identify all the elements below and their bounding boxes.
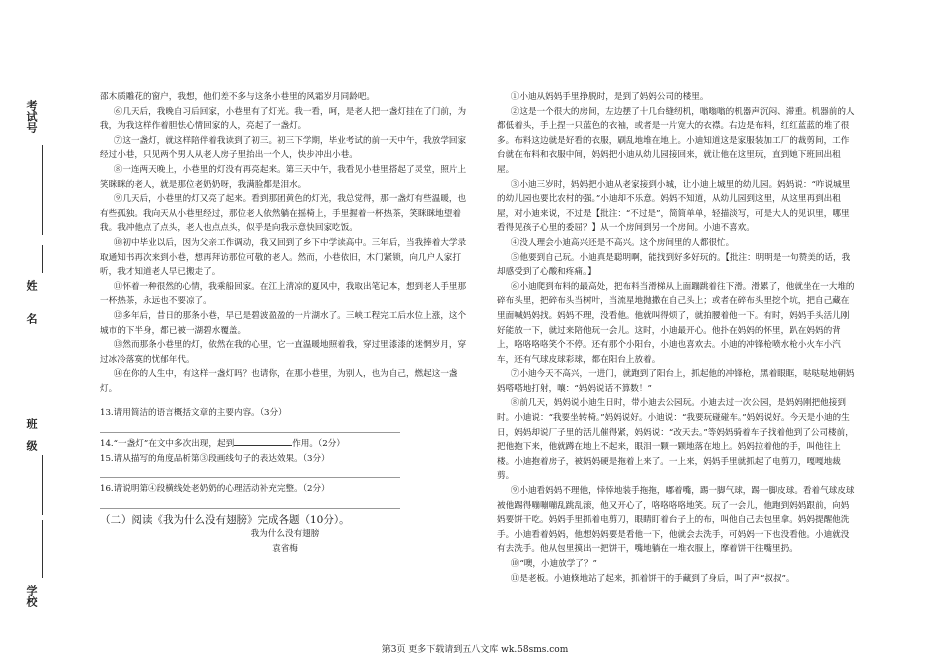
paragraph: ④没人理会小迪高兴还是不高兴。这个房间里的人都很忙。 <box>510 237 735 248</box>
question-14-text-b: 作用。（2分） <box>292 439 345 450</box>
class-line <box>42 455 43 515</box>
name-label: 姓 名 <box>25 280 38 324</box>
answer-line[interactable] <box>100 497 400 509</box>
question-16: 16.请说明第④段横线处老奶奶的心理活动补充完整。（2分） <box>100 484 330 495</box>
paragraph: ⑨几天后，小巷里的灯又亮了起来。看到那团黄色的灯光，我总觉得，那一盏灯有些温暖，也有些孤独。我向天从小巷里经过，那位老人依然躺在摇椅上，手里握着一杯热茶，笑眯眯地望着我。我冲他点了点头，老人也点点头，似乎是向我示意快回家吃饭。 <box>100 194 467 234</box>
paragraph: ⑦小迪今天不高兴，一进门，就跑到了阳台上，抓起他的冲锋枪，黑着眼眶，哒哒哒地朝妈妈嗒嗒地打射，嚷：“妈妈说话不算数！” <box>497 369 855 394</box>
answer-line[interactable] <box>100 466 400 478</box>
right-column <box>497 90 857 586</box>
question-15: 15.请从描写的角度品析第③段画线句子的表达效果。（3分） <box>100 453 330 464</box>
paragraph: ⑬然而那条小巷里的灯，依然在我的心里，它一直温暖地照着我，穿过里漆漆的迷惘岁月，穿过冰冷落寞的忧郁年代。 <box>100 340 467 365</box>
binding-margin <box>0 0 75 670</box>
paragraph: ⑦这一盏灯，就这样陪伴着我读到了初三。初三下学期，毕业考试的前一天中午，我放学回家经过小巷，只见两个男人从老人房子里抬出一个人，快步冲出小巷。 <box>100 135 467 161</box>
paragraph: ⑨小迪看妈妈不理他，悻悻地装手拖拖，嘟着嘴，踢一脚气球，踢一脚皮球。看着气球皮球被他踢得嘣嘣嘣乱跳乱滚，他又开心了，咯咯咯咯地笑。玩了一会儿，他跑到妈妈跟前，向妈妈要饼干吃。妈妈手里抓着电剪刀，眼睛盯着台子上的布，叫他自己去包里拿。妈妈提醒他洗手。小迪看着妈妈，他想妈妈要是看他一下，他就会去洗手，可妈妈一下也没看他。小迪就没有去洗手。他从包里摸出一把饼干，嘴地躺在一堆衣服上，摩着饼干往嘴里扔。 <box>497 486 855 555</box>
school-line <box>42 520 43 578</box>
answer-blank[interactable] <box>234 437 292 446</box>
question-14-text-a: 14.“一盏灯”在文中多次出现，起到 <box>100 439 235 450</box>
left-column <box>100 90 470 557</box>
paragraph: ⑥几天后，我晚自习后回家，小巷里有了灯光。我一看，呵，是老人把一盏灯挂在了门前，为我，为我这样作着胆怯心情回家的人，亮起了一盏灯。 <box>100 106 467 132</box>
paragraph: ⑧一连两天晚上，小巷里的灯没有再亮起来。第三天中午，我看见小巷里搭起了灵堂，照片上笑眯眯的老人，就是那位老奶奶呀，我满脸都是泪水。 <box>100 164 467 190</box>
paragraph: ②这是一个很大的房间，左边摆了十几台缝纫机，嗡嗡嗡的机器声沉闷、滞重。机器前的人都低着头，手上捏一只蓝色的衣袖，或者是一片宽大的衣襟。右边是布料，红红蓝蓝的堆了很多。布料这边就是好看的衣服，刷乱地堆在地上。小迪知道这是家服装加工厂的裁剪间，工作台就在布料和衣服中间，妈妈把小迪从幼儿园接回来，就让他在这里玩，直到她下班回出租屋。 <box>497 106 855 175</box>
article-author: 袁省梅 <box>272 544 298 555</box>
exam-no-label: 考试号 <box>25 100 38 133</box>
paragraph: ⑫多年后，昔日的那条小巷，早已是碧波盈盈的一片湖水了。三峡工程完工后水位上涨，这个城市的下半身，都已被一湖碧水覆盖。 <box>100 310 467 336</box>
paragraph: ⑩初中毕业以后，因为父亲工作调动，我又回到了乡下中学读高中。三年后，当我捧着大学录取通知书再次来到小巷，想再拜访那位可敬的老人。然而，小巷依旧，木门紧锁，向几户人家打听，我才知道老人早已搬走了。 <box>100 237 467 278</box>
paragraph: ⑭在你的人生中，有这样一盏灯吗？也请你，在那小巷里，为别人，也为自己，燃起这一盏灯。 <box>100 369 458 394</box>
paragraph: ③小迪三岁时，妈妈把小迪从老家接到小城，让小迪上城里的幼儿园。妈妈说：“咋说城里的幼儿园也要比农村的强。”小迪却不乐意。妈妈不知道，从幼儿园到这里，从这里再到出租屋，对小迪来说，不过是【批注：“不过是”，简简单单，轻描淡写，可是大人的见识里，哪里看得见孩子心里的委屈？】从一个房间到另一个房间。小迪不喜欢。 <box>497 179 851 234</box>
exam-no-line <box>42 145 43 235</box>
paragraph: ⑧前几天，妈妈说小迪生日时，带小迪去公园玩。小迪去过一次公园，是妈妈刚把他接到时。小迪说：“我要坐转椅。”妈妈说好。小迪说：“我要玩碰碰车。”妈妈说好。今天是小迪的生日，妈妈却说厂子里的活儿催得紧，妈妈说：“改天去。”等妈妈骑着车子找着他到了公司楼前，把他抱下来，他就蹲在地上不起来，眼泪一颗一颗地落在地上。妈妈拉着他的手，叫他往上楼。小迪抱着房子，被妈妈硬是拖着上来了。一上来，妈妈手里就抓起了电剪刀，嘎嘎地裁剪。 <box>497 398 854 482</box>
name-line <box>42 245 43 273</box>
paragraph: ⑪是老板。小迪倏地站了起来，抓着饼干的手藏到了身后，叫了声“叔叔”。 <box>510 573 795 584</box>
paragraph: ⑥小迪爬到布料的最高处，把布料当滑梯从上面蹦跳着往下滑。滑累了，他就坐在一大堆的碎布头里，把碎布头当树叶，当流星地抛撒在自己头上；或者在碎布头里挖个坑，把自己藏在里面喊妈妈找。妈妈不理，没看他。他就叫得烦了，就拍腰着他一下。有时，妈妈手头活儿刚好能放一下，就过来陪他玩一会儿。这时，小迪最开心。他扑在妈妈的怀里，趴在妈妈的背上，咯咯咯咯笑个不停。还有那个小阳台，小迪也喜欢去。小迪的冲锋枪喷水枪小火车小汽车，还有气球皮球彩球，都在阳台上放着。 <box>497 281 855 365</box>
question-14 <box>100 437 470 452</box>
school-label: 学校 <box>25 585 38 607</box>
question-13: 13.请用简洁的语言概括文章的主要内容。（3分） <box>100 408 287 419</box>
paragraph: ①小迪从妈妈手里挣脱时，是到了妈妈公司的楼里。 <box>510 92 709 102</box>
article-title: 我为什么没有翅膀 <box>250 529 320 540</box>
class-label: 班 级 <box>25 418 38 451</box>
paragraph: 邵木质雕花的窗户，我想，他们差不多与这条小巷里的风霜岁月同龄吧。 <box>100 92 376 102</box>
paragraph: ⑤他要到自己玩。小迪真是聪明啊，能找到好多好玩的。【批注：明明是一句赞美的话，我却感受到了心酸和疼痛。】 <box>497 252 851 278</box>
paragraph: ⑩“噢，小迪放学了？” <box>510 559 597 569</box>
answer-line[interactable] <box>100 421 400 433</box>
paragraph: ⑪怀着一种很然的心情，我乘船回家。在江上清凉的夏风中，我取出笔记本，想到老人手里那一杯热茶，永远也不要凉了。 <box>100 281 467 307</box>
page-footer: 第3页 更多下载请到五八文库 wk.58sms.com <box>381 645 569 655</box>
section-heading: （二）阅读《我为什么没有翅膀》完成各题（10分）。 <box>100 513 350 526</box>
